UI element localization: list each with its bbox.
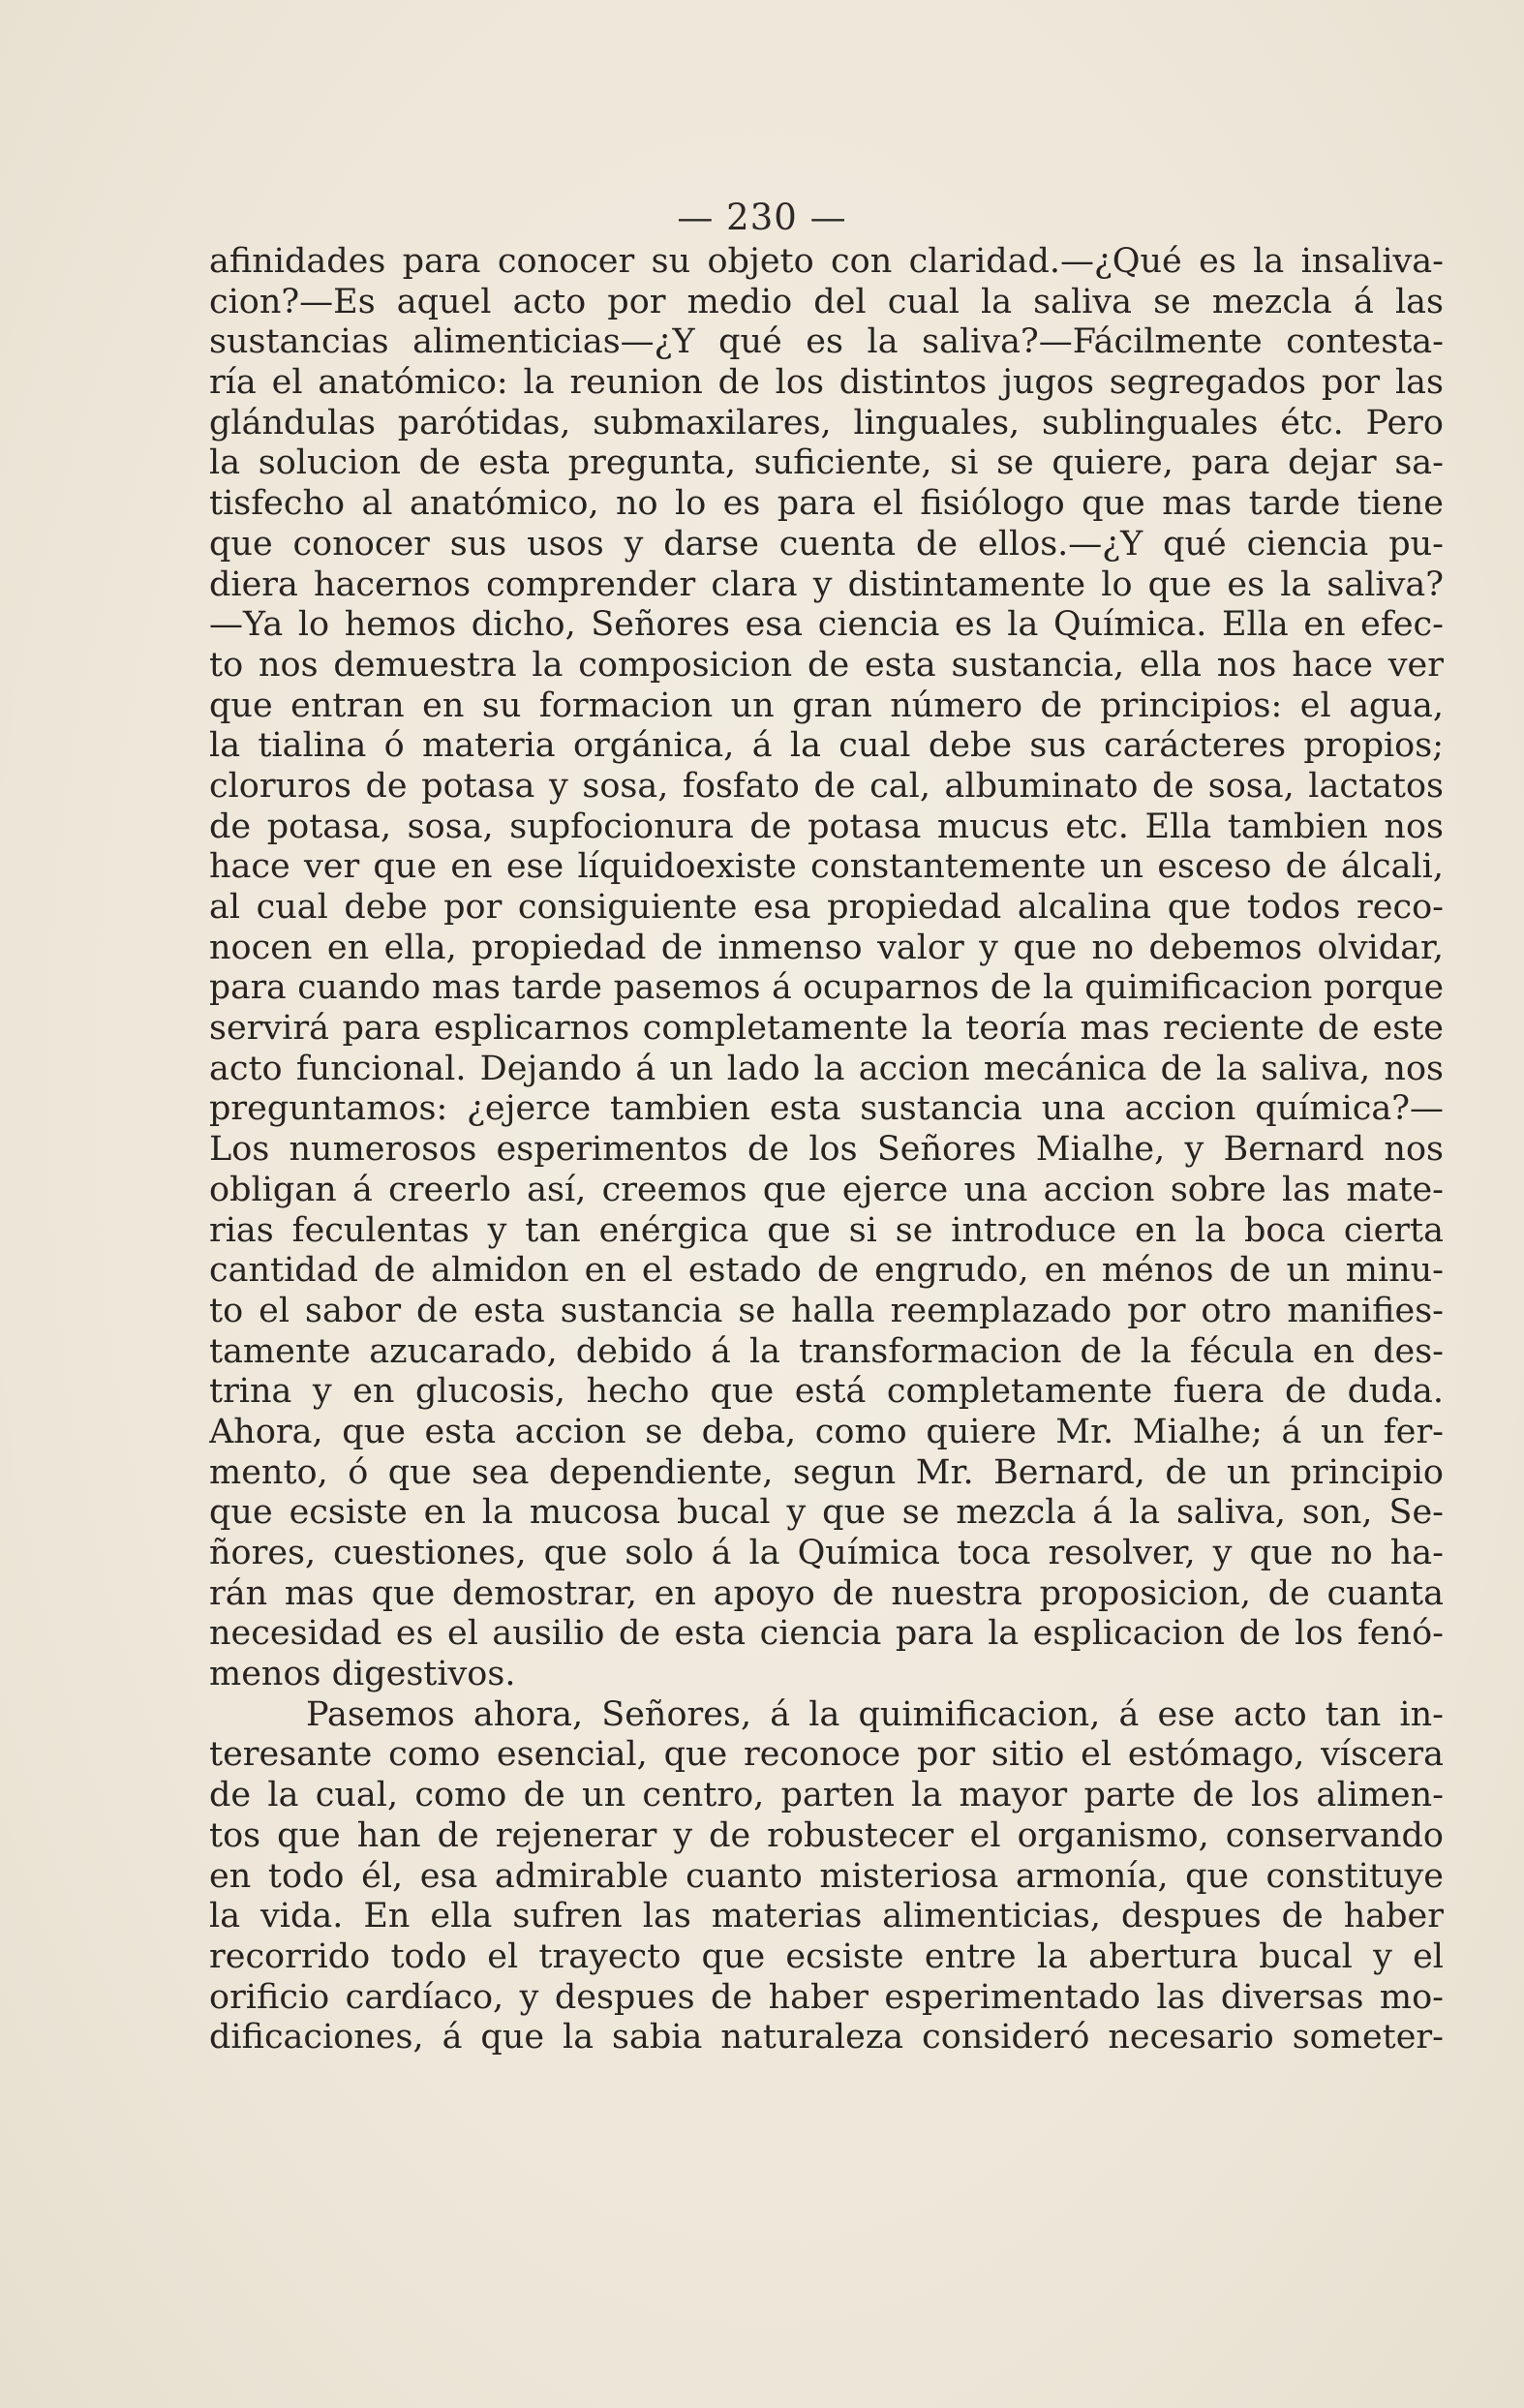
text-line: preguntamos: ¿ejerce tambien esta sustancia una accion química?— bbox=[209, 1089, 1444, 1129]
text-line: la tialina ó materia orgánica, á la cual debe sus carácteres propios; bbox=[209, 726, 1444, 766]
text-line: necesidad es el ausilio de esta ciencia para la esplicacion de los fenó- bbox=[209, 1614, 1444, 1654]
text-line: cloruros de potasa y sosa, fosfato de cal, albuminato de sosa, lactatos bbox=[209, 766, 1444, 806]
body-text bbox=[209, 242, 1444, 2058]
text-line: ría el anatómico: la reunion de los distintos jugos segregados por las bbox=[209, 363, 1444, 403]
text-line: de la cual, como de un centro, parten la mayor parte de los alimen- bbox=[209, 1776, 1444, 1815]
paragraph-start-line: Pasemos ahora, Señores, á la quimificacion, á ese acto tan in- bbox=[306, 1694, 1444, 1734]
text-line: de potasa, sosa, supfocionura de potasa mucus etc. Ella tambien nos bbox=[209, 807, 1444, 846]
text-line: nocen en ella, propiedad de inmenso valor y que no debemos olvidar, bbox=[209, 928, 1444, 967]
text-line: orificio cardíaco, y despues de haber esperimentado las diversas mo- bbox=[209, 1977, 1444, 2017]
text-line: la vida. En ella sufren las materias alimenticias, despues de haber bbox=[209, 1897, 1444, 1936]
paragraph-end-line: menos digestivos. bbox=[209, 1655, 516, 1694]
text-line: hace ver que en ese líquidoexiste constantemente un esceso de álcali, bbox=[209, 847, 1444, 887]
text-line: que ecsiste en la mucosa bucal y que se mezcla á la saliva, son, Se- bbox=[209, 1493, 1444, 1533]
text-line: acto funcional. Dejando á un lado la accion mecánica de la saliva, nos bbox=[209, 1049, 1444, 1088]
text-line: rias feculentas y tan enérgica que si se introduce en la boca cierta bbox=[209, 1210, 1444, 1250]
text-line: cion?—Es aquel acto por medio del cual la saliva se mezcla á las bbox=[209, 282, 1444, 321]
text-line: trina y en glucosis, hecho que está completamente fuera de duda. bbox=[209, 1372, 1444, 1412]
text-line: servirá para esplicarnos completamente la teoría mas reciente de este bbox=[209, 1009, 1444, 1049]
text-line: Los numerosos esperimentos de los Señores Mialhe, y Bernard nos bbox=[209, 1130, 1444, 1170]
text-line: tamente azucarado, debido á la transformacion de la fécula en des- bbox=[209, 1331, 1444, 1371]
text-line: tos que han de rejenerar y de robustecer el organismo, conservando bbox=[209, 1815, 1444, 1855]
text-line: teresante como esencial, que reconoce por sitio el estómago, víscera bbox=[209, 1735, 1444, 1775]
text-line: que conocer sus usos y darse cuenta de ellos.—¿Y qué ciencia pu- bbox=[209, 524, 1444, 564]
text-line: ñores, cuestiones, que solo á la Química toca resolver, y que no ha- bbox=[209, 1534, 1444, 1572]
text-line: obligan á creerlo así, creemos que ejerce una accion sobre las mate- bbox=[209, 1170, 1444, 1209]
text-line: dificaciones, á que la sabia naturaleza consideró necesario someter- bbox=[209, 2018, 1444, 2057]
text-line: glándulas parótidas, submaxilares, linguales, sublinguales étc. Pero bbox=[209, 403, 1444, 442]
text-line: recorrido todo el trayecto que ecsiste entre la abertura bucal y el bbox=[209, 1936, 1444, 1976]
text-line: tisfecho al anatómico, no lo es para el fisiólogo que mas tarde tiene bbox=[209, 484, 1444, 524]
text-line: que entran en su formacion un gran número de principios: el agua, bbox=[209, 686, 1444, 725]
text-line: mento, ó que sea dependiente, segun Mr. Bernard, de un principio bbox=[209, 1452, 1444, 1492]
text-line: para cuando mas tarde pasemos á ocuparnos de la quimificacion porque bbox=[209, 968, 1444, 1008]
text-line: Ahora, que esta accion se deba, como quiere Mr. Mialhe; á un fer- bbox=[209, 1412, 1444, 1451]
text-line: sustancias alimenticias—¿Y qué es la saliva?—Fácilmente contesta- bbox=[209, 322, 1444, 362]
page-number: — 230 — bbox=[677, 197, 847, 238]
text-line: en todo él, esa admirable cuanto misteriosa armonía, que constituye bbox=[209, 1856, 1444, 1896]
text-line: la solucion de esta pregunta, suficiente, si se quiere, para dejar sa- bbox=[209, 443, 1444, 483]
text-line: rán mas que demostrar, en apoyo de nuestra proposicion, de cuanta bbox=[209, 1573, 1444, 1613]
text-line: cantidad de almidon en el estado de engrudo, en ménos de un minu- bbox=[209, 1251, 1444, 1291]
text-line: to el sabor de esta sustancia se halla reemplazado por otro manifies- bbox=[209, 1291, 1444, 1330]
text-line: afinidades para conocer su objeto con claridad.—¿Qué es la insaliva- bbox=[209, 242, 1444, 281]
text-line: to nos demuestra la composicion de esta sustancia, ella nos hace ver bbox=[209, 645, 1444, 685]
text-line: —Ya lo hemos dicho, Señores esa ciencia es la Química. Ella en efec- bbox=[209, 605, 1444, 645]
text-line: al cual debe por consiguiente esa propiedad alcalina que todos reco- bbox=[209, 888, 1444, 927]
text-line: diera hacernos comprender clara y distintamente lo que es la saliva? bbox=[209, 564, 1444, 604]
